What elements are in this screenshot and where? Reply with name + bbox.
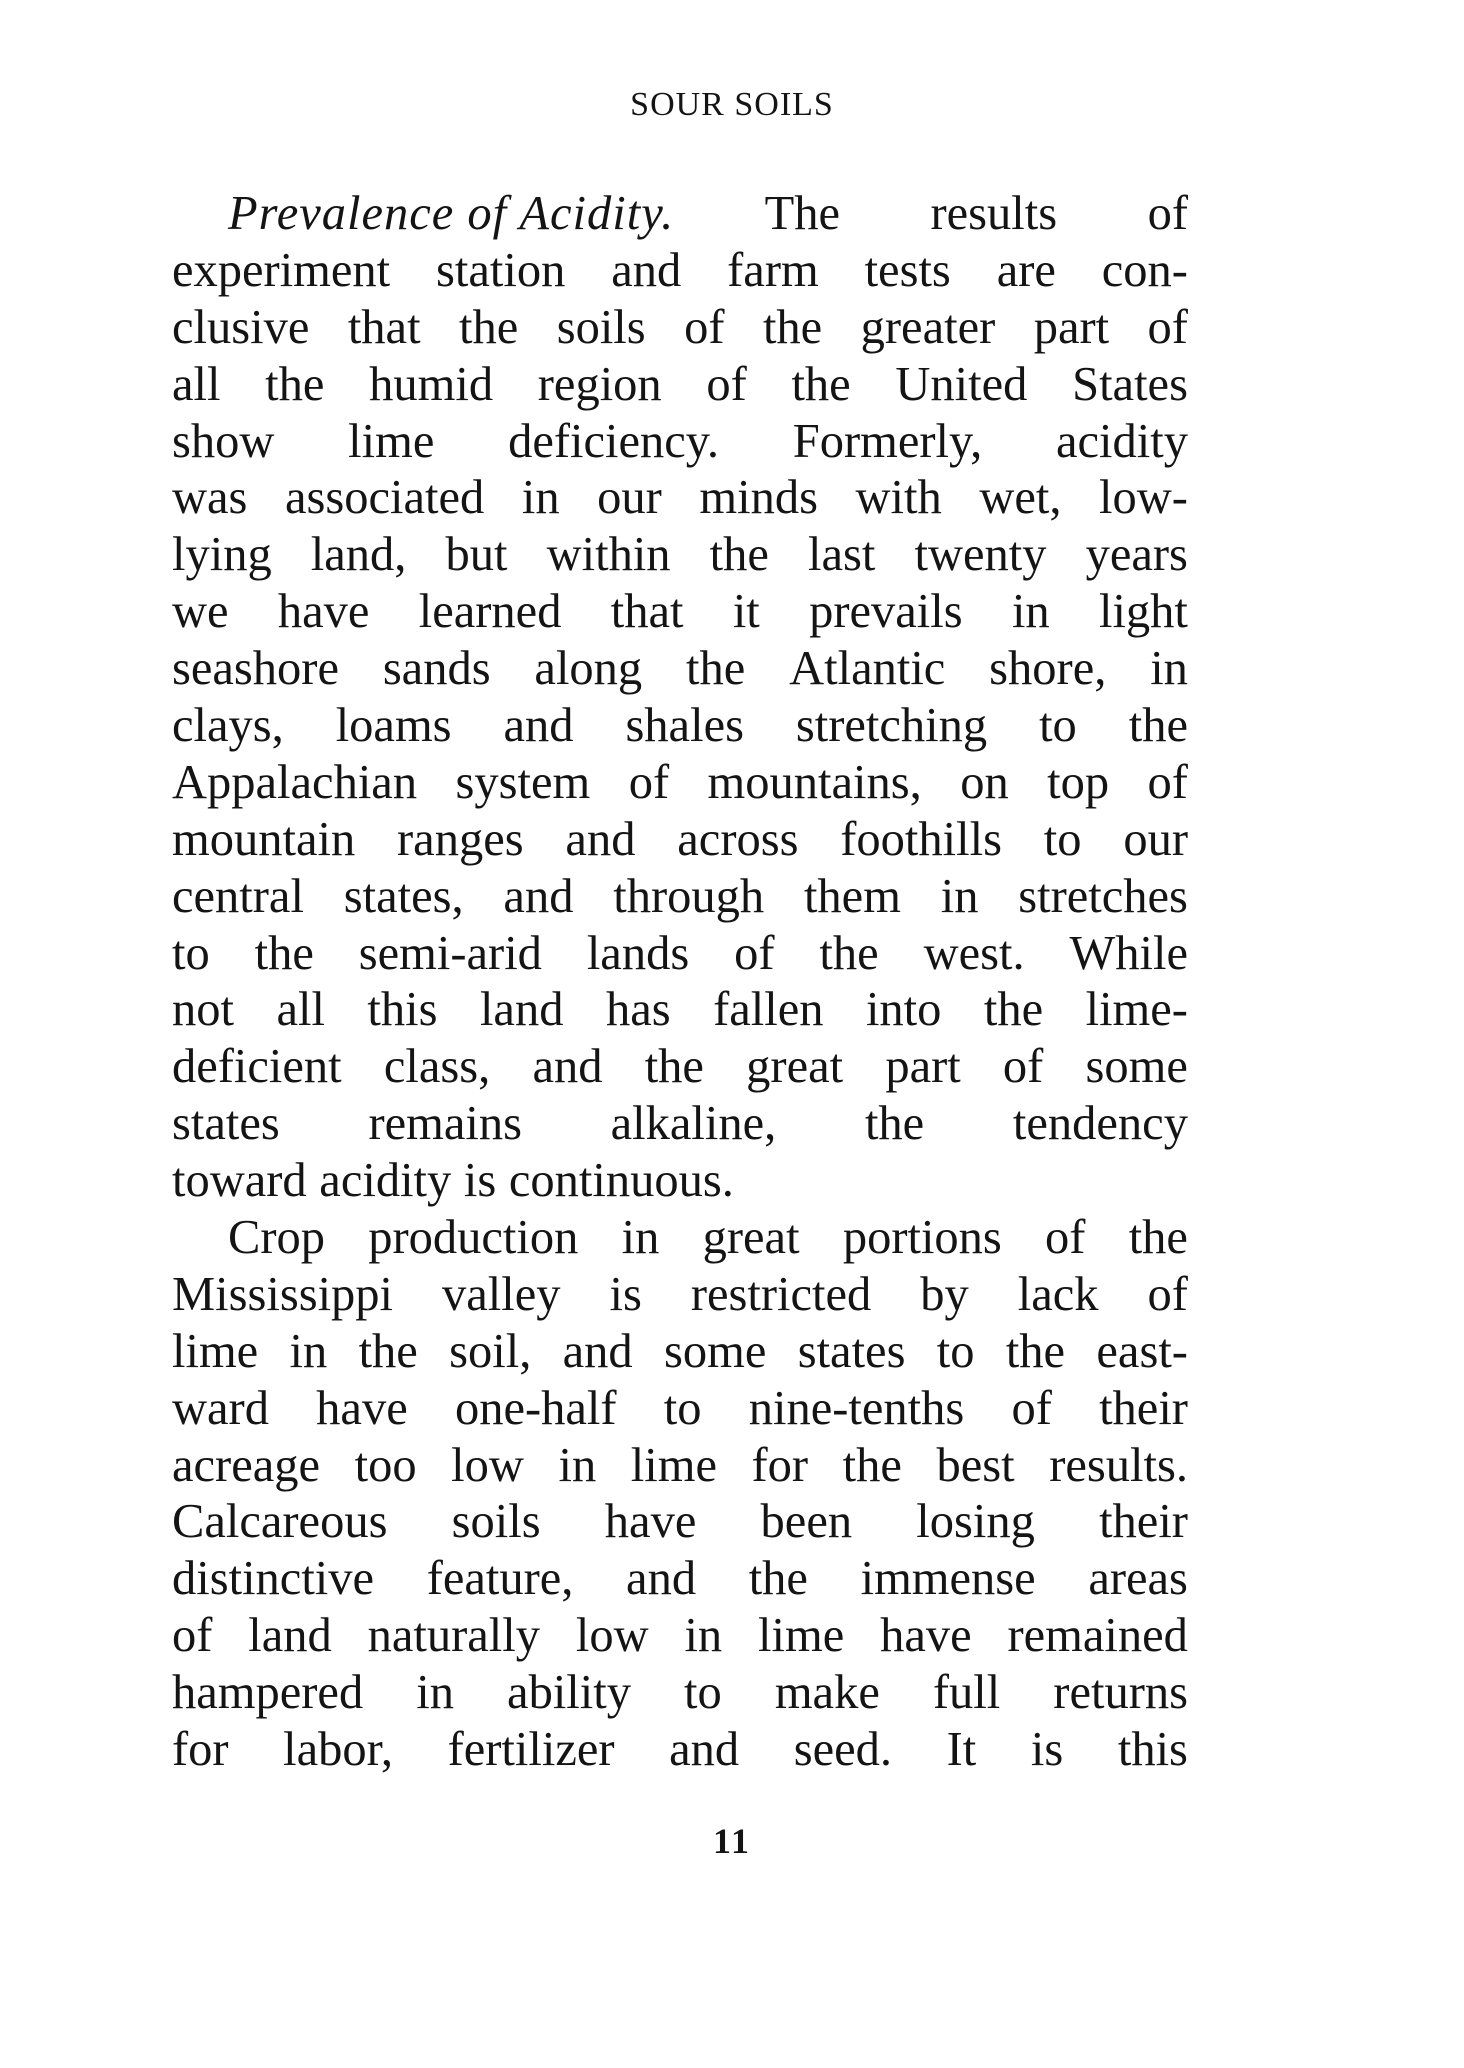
word: fallen (713, 983, 824, 1037)
text-line (172, 1722, 1188, 1779)
word: years (1085, 528, 1188, 582)
word: full (932, 1666, 1001, 1720)
text-line (172, 1608, 1188, 1665)
word: of (1147, 300, 1188, 354)
word: top (1047, 755, 1110, 809)
word: the (1128, 699, 1188, 753)
word: was (172, 471, 248, 525)
text-line (172, 641, 1188, 698)
word: areas (1088, 1552, 1188, 1606)
word: naturally (367, 1609, 540, 1663)
word: alkaline, (610, 1097, 777, 1151)
word: the (644, 1040, 704, 1094)
word: part (885, 1040, 961, 1094)
word: losing (916, 1495, 1035, 1549)
word: lands (586, 926, 690, 980)
word: lying (172, 528, 272, 582)
word: of (1045, 1211, 1086, 1265)
word: in (621, 1211, 660, 1265)
word: feature, (426, 1552, 574, 1606)
word: region (537, 357, 662, 411)
word: fertilizer (447, 1723, 615, 1777)
word: to (1039, 699, 1077, 753)
word: the (748, 1552, 808, 1606)
word: land, (310, 528, 407, 582)
word: soils (451, 1495, 541, 1549)
word: acidity (319, 1154, 452, 1208)
word: great (702, 1211, 800, 1265)
text-line (172, 527, 1188, 584)
word: acreage (172, 1438, 321, 1492)
text-line (172, 982, 1188, 1039)
word: seed. (793, 1723, 893, 1777)
word: clays, (172, 699, 284, 753)
word: and (562, 1324, 633, 1378)
word: Mississippi (172, 1267, 394, 1321)
word: through (613, 869, 765, 923)
word: loams (335, 699, 452, 753)
text-line (172, 1153, 1188, 1210)
text-line (172, 357, 1188, 414)
word: returns (1053, 1666, 1188, 1720)
word: and (503, 869, 574, 923)
word: prevails (809, 585, 963, 639)
word: for (751, 1438, 809, 1492)
word: mountain (172, 812, 356, 866)
word: light (1098, 585, 1188, 639)
word: results. (1049, 1438, 1188, 1492)
word: them (803, 869, 901, 923)
word: of (1147, 755, 1188, 809)
text-line (172, 698, 1188, 755)
word: in (1150, 642, 1188, 696)
word: While (1069, 926, 1188, 980)
word: of (706, 357, 747, 411)
word: west. (923, 926, 1025, 980)
text-line (172, 812, 1188, 869)
word: deficiency. (508, 414, 720, 468)
text-line (172, 1267, 1188, 1324)
word: our (597, 471, 662, 525)
word: part (1033, 300, 1110, 354)
word: have (604, 1495, 697, 1549)
word: low (451, 1438, 524, 1492)
word: some (1085, 1040, 1188, 1094)
word: the (358, 1324, 418, 1378)
word: and (532, 1040, 603, 1094)
word: along (534, 642, 643, 696)
word: portions (842, 1211, 1002, 1265)
word: lime (172, 1324, 259, 1378)
word: their (1099, 1381, 1188, 1435)
word: wet, (979, 471, 1062, 525)
word: in (558, 1438, 597, 1492)
word: states (172, 1097, 280, 1151)
text-line (172, 243, 1188, 300)
word: the (1005, 1324, 1066, 1378)
word: of (1147, 1267, 1188, 1321)
word: the (459, 300, 519, 354)
word: con- (1101, 243, 1188, 297)
word: farm (727, 243, 819, 297)
word: within (546, 528, 671, 582)
word: toward (172, 1154, 307, 1208)
word: all (276, 983, 325, 1037)
word: clusive (172, 300, 310, 354)
word: the (983, 983, 1044, 1037)
word: not (172, 983, 234, 1037)
word: stretches (1018, 869, 1188, 923)
word: hampered (172, 1666, 364, 1720)
word: foothills (840, 812, 1002, 866)
text-line (172, 869, 1188, 926)
word: but (445, 528, 508, 582)
text-line (172, 1494, 1188, 1551)
word: into (865, 983, 942, 1037)
text-line (172, 1324, 1188, 1381)
word: distinctive (172, 1552, 375, 1606)
word: is (1030, 1723, 1064, 1777)
word: states (797, 1324, 906, 1378)
word: production (368, 1211, 579, 1265)
word: immense (860, 1552, 1036, 1606)
text-line (172, 1039, 1188, 1096)
word: best (936, 1438, 1015, 1492)
word: the (254, 926, 314, 980)
word: of (1011, 1381, 1052, 1435)
word: for (172, 1723, 229, 1777)
word: the (864, 1097, 925, 1151)
word: Appalachian (172, 755, 418, 809)
word: It (946, 1723, 977, 1777)
word: is (463, 1154, 497, 1208)
word: ranges (397, 812, 524, 866)
word: states, (343, 869, 464, 923)
word: too (354, 1438, 417, 1492)
word: of (684, 300, 725, 354)
word: of (734, 926, 775, 980)
word: of (1147, 187, 1188, 240)
word: and (503, 699, 574, 753)
word: lack (1017, 1267, 1099, 1321)
word: valley (442, 1267, 561, 1321)
text-line (172, 1551, 1188, 1608)
word: labor, (283, 1723, 393, 1777)
word: has (605, 983, 671, 1037)
word: minds (699, 471, 818, 525)
word: shore, (989, 642, 1107, 696)
word: and (626, 1552, 697, 1606)
word: low (575, 1609, 649, 1663)
word: to (684, 1666, 722, 1720)
word: remained (1007, 1609, 1188, 1663)
word: lime- (1085, 983, 1188, 1037)
word: in (416, 1666, 454, 1720)
word: the (686, 642, 746, 696)
word: to (936, 1324, 975, 1378)
word: lime (758, 1609, 845, 1663)
word: soil, (449, 1324, 532, 1378)
word: and (669, 1723, 740, 1777)
word: the (762, 300, 823, 354)
word: have (277, 585, 370, 639)
word: twenty (914, 528, 1047, 582)
word: ability (507, 1666, 631, 1720)
word: semi-arid (358, 926, 542, 980)
text-line (172, 584, 1188, 641)
word: their (1099, 1495, 1188, 1549)
word: experiment (172, 243, 391, 297)
word: and (565, 812, 636, 866)
word: some (664, 1324, 767, 1378)
word: are (996, 243, 1056, 297)
word: Crop (228, 1211, 325, 1265)
word: with (855, 471, 942, 525)
word: is (609, 1267, 642, 1321)
word: this (367, 983, 438, 1037)
word: all (172, 357, 221, 411)
word: in (940, 869, 979, 923)
word: land (248, 1609, 332, 1663)
word: and (611, 243, 682, 297)
word: station (436, 243, 566, 297)
word: in (289, 1324, 328, 1378)
word: we (172, 585, 229, 639)
word: The (764, 187, 841, 240)
word: this (1117, 1723, 1188, 1777)
word: to (172, 926, 210, 980)
word: deficient (172, 1040, 342, 1094)
word: the (842, 1438, 902, 1492)
word: lime (348, 414, 435, 468)
word: by (920, 1267, 969, 1321)
word: last (808, 528, 876, 582)
word: stretching (795, 699, 988, 753)
word: of (1002, 1040, 1044, 1094)
text-line (172, 414, 1188, 471)
word: the (1128, 1211, 1188, 1265)
word: in (521, 471, 560, 525)
word: lime (630, 1438, 717, 1492)
word: make (774, 1666, 880, 1720)
word: tests (864, 243, 951, 297)
word: have (316, 1381, 408, 1435)
word: remains (368, 1097, 522, 1151)
word: the (819, 926, 879, 980)
word: shales (625, 699, 744, 753)
text-line (172, 926, 1188, 983)
word: in (684, 1609, 723, 1663)
word: that (610, 585, 684, 639)
word: results (930, 187, 1058, 240)
text-line (172, 1381, 1188, 1438)
word: humid (369, 357, 494, 411)
word: land (479, 983, 564, 1037)
text-line (172, 1096, 1188, 1153)
word: nine-tenths (748, 1381, 965, 1435)
text-line (172, 470, 1188, 527)
word: Formerly, (792, 414, 983, 468)
paragraph-crop-production (172, 1210, 1188, 1779)
word: to (1043, 812, 1082, 866)
word: to (663, 1381, 702, 1435)
word: it (732, 585, 760, 639)
word: restricted (690, 1267, 872, 1321)
word: of (172, 1609, 213, 1663)
word: ward (172, 1381, 269, 1435)
text-line (172, 1438, 1188, 1495)
text-line (172, 1665, 1188, 1722)
word: show (172, 414, 275, 468)
word: United (895, 357, 1028, 411)
word: low- (1099, 471, 1188, 525)
word: in (1011, 585, 1050, 639)
word: Calcareous (172, 1495, 388, 1549)
word: greater (860, 300, 996, 354)
word: central (172, 869, 304, 923)
word: east- (1096, 1324, 1188, 1378)
word: across (677, 812, 799, 866)
running-head: SOUR SOILS (630, 86, 834, 123)
word: one-half (454, 1381, 617, 1435)
word: class, (383, 1040, 491, 1094)
text-line (172, 755, 1188, 812)
run-in-heading: Prevalence of Acidity. (228, 187, 675, 240)
word: acidity (1055, 414, 1188, 468)
word: the (265, 357, 325, 411)
word: States (1072, 357, 1188, 411)
word: the (709, 528, 769, 582)
word: been (760, 1495, 853, 1549)
word: system (455, 755, 591, 809)
word: learned (418, 585, 562, 639)
word: of (628, 755, 670, 809)
word: great (746, 1040, 844, 1094)
text-line (172, 186, 1188, 243)
word: our (1123, 812, 1188, 866)
word: tendency (1012, 1097, 1188, 1151)
word: the (791, 357, 851, 411)
word: that (347, 300, 421, 354)
word: continuous. (508, 1154, 734, 1208)
word: seashore (172, 642, 339, 696)
body-text (172, 186, 1188, 1779)
word: have (880, 1609, 972, 1663)
word: sands (382, 642, 491, 696)
word: Atlantic (789, 642, 946, 696)
text-line (172, 300, 1188, 357)
word: on (960, 755, 1009, 809)
word: mountains, (707, 755, 922, 809)
word: associated (285, 471, 485, 525)
page-number: 11 (712, 1821, 751, 1861)
word: soils (556, 300, 646, 354)
text-line (172, 1210, 1188, 1267)
paragraph-prevalence-of-acidity (172, 186, 1188, 1210)
